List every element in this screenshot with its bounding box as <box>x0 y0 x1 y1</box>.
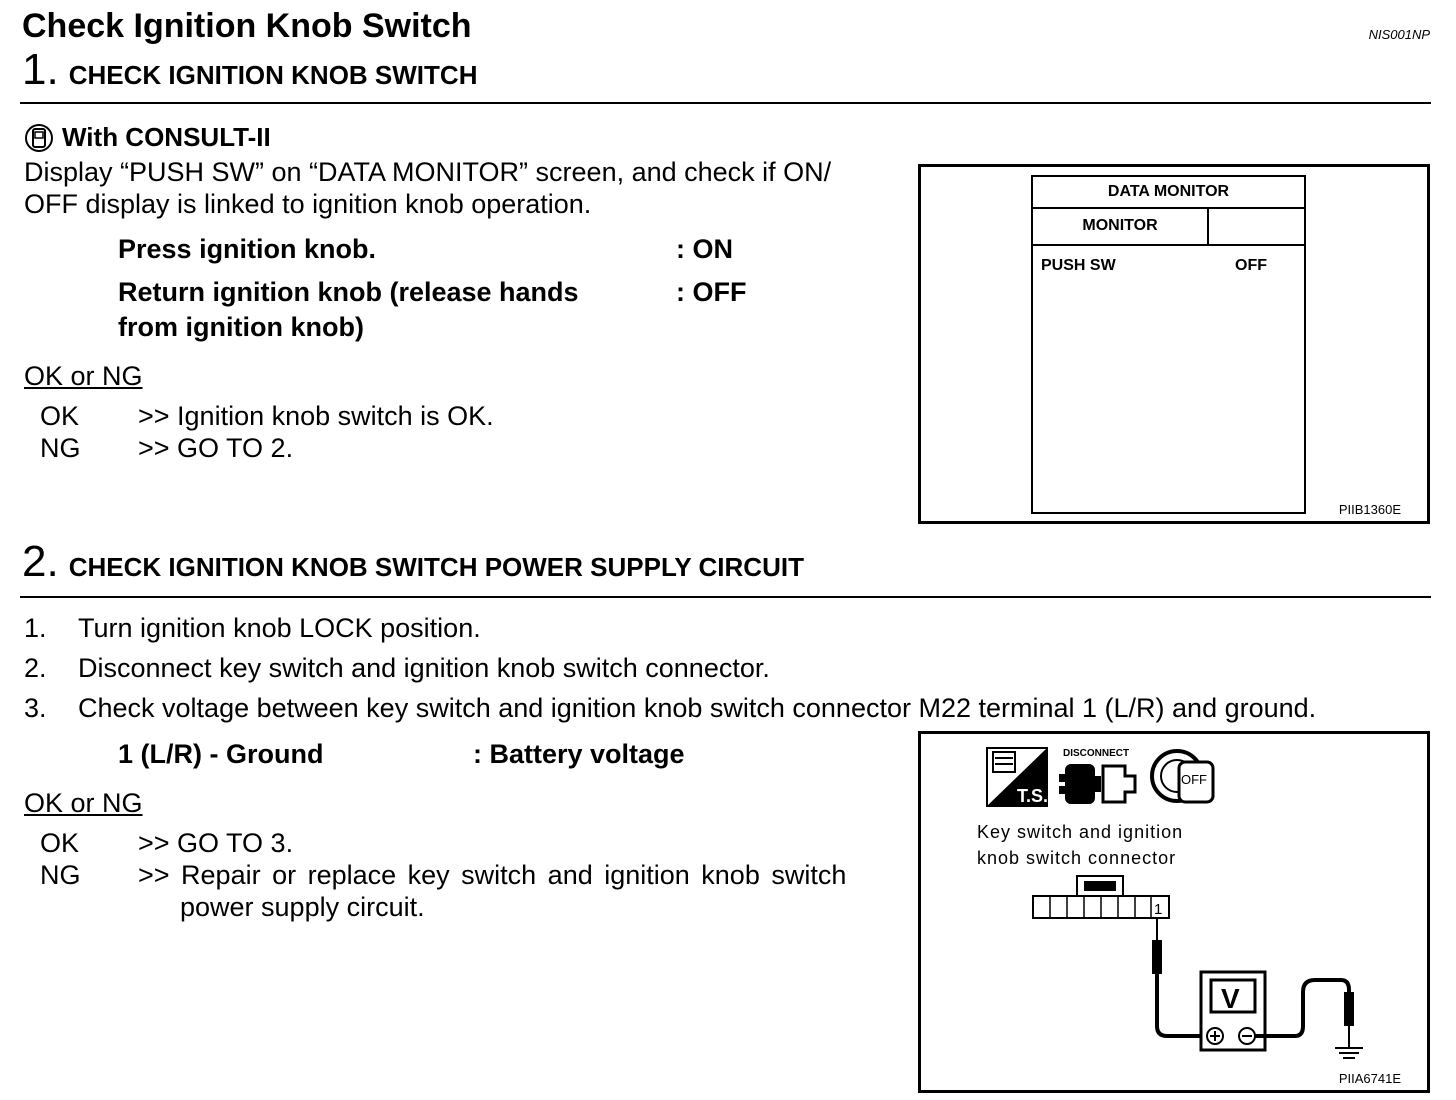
instruction-number: 1. <box>24 613 47 643</box>
ground-symbol <box>1335 1048 1363 1058</box>
result-key-ng: NG <box>40 433 81 463</box>
ground-probe <box>1344 992 1354 1026</box>
ts-icon <box>987 748 1048 806</box>
result-text-ok: >> Ignition knob switch is OK. <box>138 401 494 431</box>
consult-icon <box>22 123 56 153</box>
off-label: OFF <box>1181 772 1207 787</box>
step-2-number: 2. <box>22 537 59 586</box>
terminal-number: 1 <box>1154 901 1163 918</box>
data-monitor-figure <box>918 164 1430 524</box>
result-key-ng: NG <box>40 860 81 890</box>
result-text-ng: >> GO TO 2. <box>138 433 294 463</box>
probe <box>1152 940 1162 974</box>
figure-id: PIIA6741E <box>1338 1071 1401 1086</box>
meter-label: V <box>1221 983 1240 1014</box>
condition-value: : OFF <box>676 277 747 307</box>
condition-label: Press ignition knob. <box>118 234 377 264</box>
ts-label: T.S. <box>1017 786 1049 806</box>
spec-label: 1 (L/R) - Ground <box>118 739 324 769</box>
result-text-ng-continued: power supply circuit. <box>180 892 425 922</box>
voltmeter <box>1201 972 1265 1050</box>
voltage-check-figure <box>918 731 1430 1093</box>
result-key-ok: OK <box>40 828 80 858</box>
condition-label: Return ignition knob (release hands <box>118 277 579 307</box>
monitor-label: MONITOR <box>1033 207 1209 244</box>
consult-heading <box>22 122 271 153</box>
connector-label-continued: knob switch connector <box>977 848 1177 868</box>
condition-label-continued: from ignition knob) <box>118 312 364 342</box>
instruction-text: Disconnect key switch and ignition knob switch connector. <box>78 653 770 683</box>
step-1-description-line1: Display “PUSH SW” on “DATA MONITOR” screen, and check if ON/ <box>24 157 832 187</box>
ignition-off-icon <box>1152 751 1213 802</box>
step-1-heading <box>22 45 478 94</box>
figure-id: PIIB1360E <box>1338 502 1401 517</box>
instruction-number: 2. <box>24 653 47 683</box>
result-header: OK or NG <box>24 788 143 818</box>
consult-label: With CONSULT-II <box>62 122 271 152</box>
document-code: NIS001NP <box>1368 27 1430 42</box>
spec-value: : Battery voltage <box>473 739 685 769</box>
step-1-title: CHECK IGNITION KNOB SWITCH <box>68 60 478 90</box>
page-title: Check Ignition Knob Switch <box>22 7 472 45</box>
result-text-ng: >> Repair or replace key switch and ignition knob switch <box>138 860 847 890</box>
ground-lead <box>1255 980 1349 1036</box>
monitor-item: PUSH SW <box>1041 257 1116 274</box>
instruction-text: Check voltage between key switch and ignition knob switch connector M22 terminal 1 (L/R) and ground. <box>78 693 1317 723</box>
data-monitor-title: DATA MONITOR <box>1033 177 1304 209</box>
monitor-value: OFF <box>1235 257 1267 274</box>
connector-label: Key switch and ignition <box>977 822 1184 842</box>
instruction-number: 3. <box>24 693 47 723</box>
data-monitor-screen <box>1031 175 1306 514</box>
divider <box>20 102 1431 104</box>
condition-value: : ON <box>676 234 733 264</box>
connector <box>1033 876 1169 918</box>
step-1-description-line2: OFF display is linked to ignition knob operation. <box>24 189 592 219</box>
step-2-heading <box>22 537 804 586</box>
instruction-text: Turn ignition knob LOCK position. <box>78 613 481 643</box>
disconnect-label: DISCONNECT <box>1063 748 1130 759</box>
disconnect-icon <box>1059 748 1135 804</box>
step-1-number: 1. <box>22 45 59 94</box>
monitor-header-row <box>1033 207 1304 246</box>
result-header: OK or NG <box>24 361 143 391</box>
result-text-ok: >> GO TO 3. <box>138 828 294 858</box>
voltage-check-diagram <box>921 734 1427 1090</box>
step-2-title: CHECK IGNITION KNOB SWITCH POWER SUPPLY CIRCUIT <box>68 552 804 582</box>
divider <box>20 596 1431 598</box>
result-key-ok: OK <box>40 401 80 431</box>
